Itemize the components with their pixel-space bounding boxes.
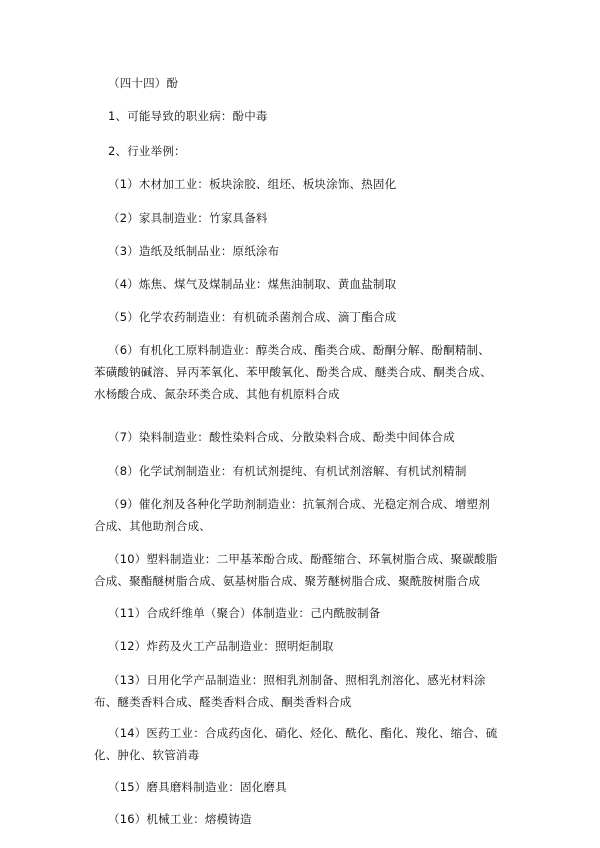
list-item: （2）家具制造业：竹家具备料 xyxy=(108,211,268,225)
list-item: （12）炸药及火工产品制造业：照明炬制取 xyxy=(108,639,334,653)
list-item: （7）染料制造业：酸性染料合成、分散染料合成、酚类中间体合成 xyxy=(108,430,455,444)
occupational-disease: 1、可能导致的职业病：酚中毒 xyxy=(108,109,268,123)
list-item: （3）造纸及纸制品业：原纸涂布 xyxy=(108,244,280,258)
list-item: （14）医药工业：合成药卤化、硝化、烃化、酰化、酯化、羧化、缩合、硫化、肿化、软管消毒 xyxy=(94,726,498,762)
list-item: （13）日用化学产品制造业：照相乳剂制备、照相乳剂溶化、感光材料涂布、醚类香料合成、醛类香料合成、酮类香料合成 xyxy=(94,673,486,709)
list-item: （8）化学试剂制造业：有机试剂提纯、有机试剂溶解、有机试剂精制 xyxy=(108,464,467,478)
list-item: （1）木材加工业：板块涂胶、组坯、板块涂饰、热固化 xyxy=(108,177,397,191)
list-item: （15）磨具磨料制造业：固化磨具 xyxy=(108,780,287,794)
list-item: （5）化学农药制造业：有机硫杀菌剂合成、滴丁酯合成 xyxy=(108,310,397,324)
list-item: （6）有机化工原料制造业：醇类合成、酯类合成、酚酮分解、酚酮精制、苯磺酸钠碱溶、异丙苯氧化、苯甲酸氧化、酚类合成、醚类合成、酮类合成、水杨酸合成、氮杂环类合成、其他有机原料合成 xyxy=(94,343,492,401)
section-heading: （四十四）酚 xyxy=(108,76,179,90)
list-item: （10）塑料制造业：二甲基苯酚合成、酚醛缩合、环氧树脂合成、聚碳酸脂合成、聚酯醚树脂合成、氨基树脂合成、聚芳醚树脂合成、聚酰胺树脂合成 xyxy=(94,552,498,588)
examples-title: 2、行业举例： xyxy=(108,144,186,158)
list-item: （9）催化剂及各种化学助剂制造业：抗氧剂合成、光稳定剂合成、增塑剂合成、其他助剂合成、 xyxy=(94,497,490,533)
list-item: （11）合成纤维单（聚合）体制造业：己内酰胺制备 xyxy=(108,606,381,620)
list-item: （4）炼焦、煤气及煤制品业：煤焦油制取、黄血盐制取 xyxy=(108,277,397,291)
list-item: （16）机械工业：熔模铸造 xyxy=(108,812,252,826)
